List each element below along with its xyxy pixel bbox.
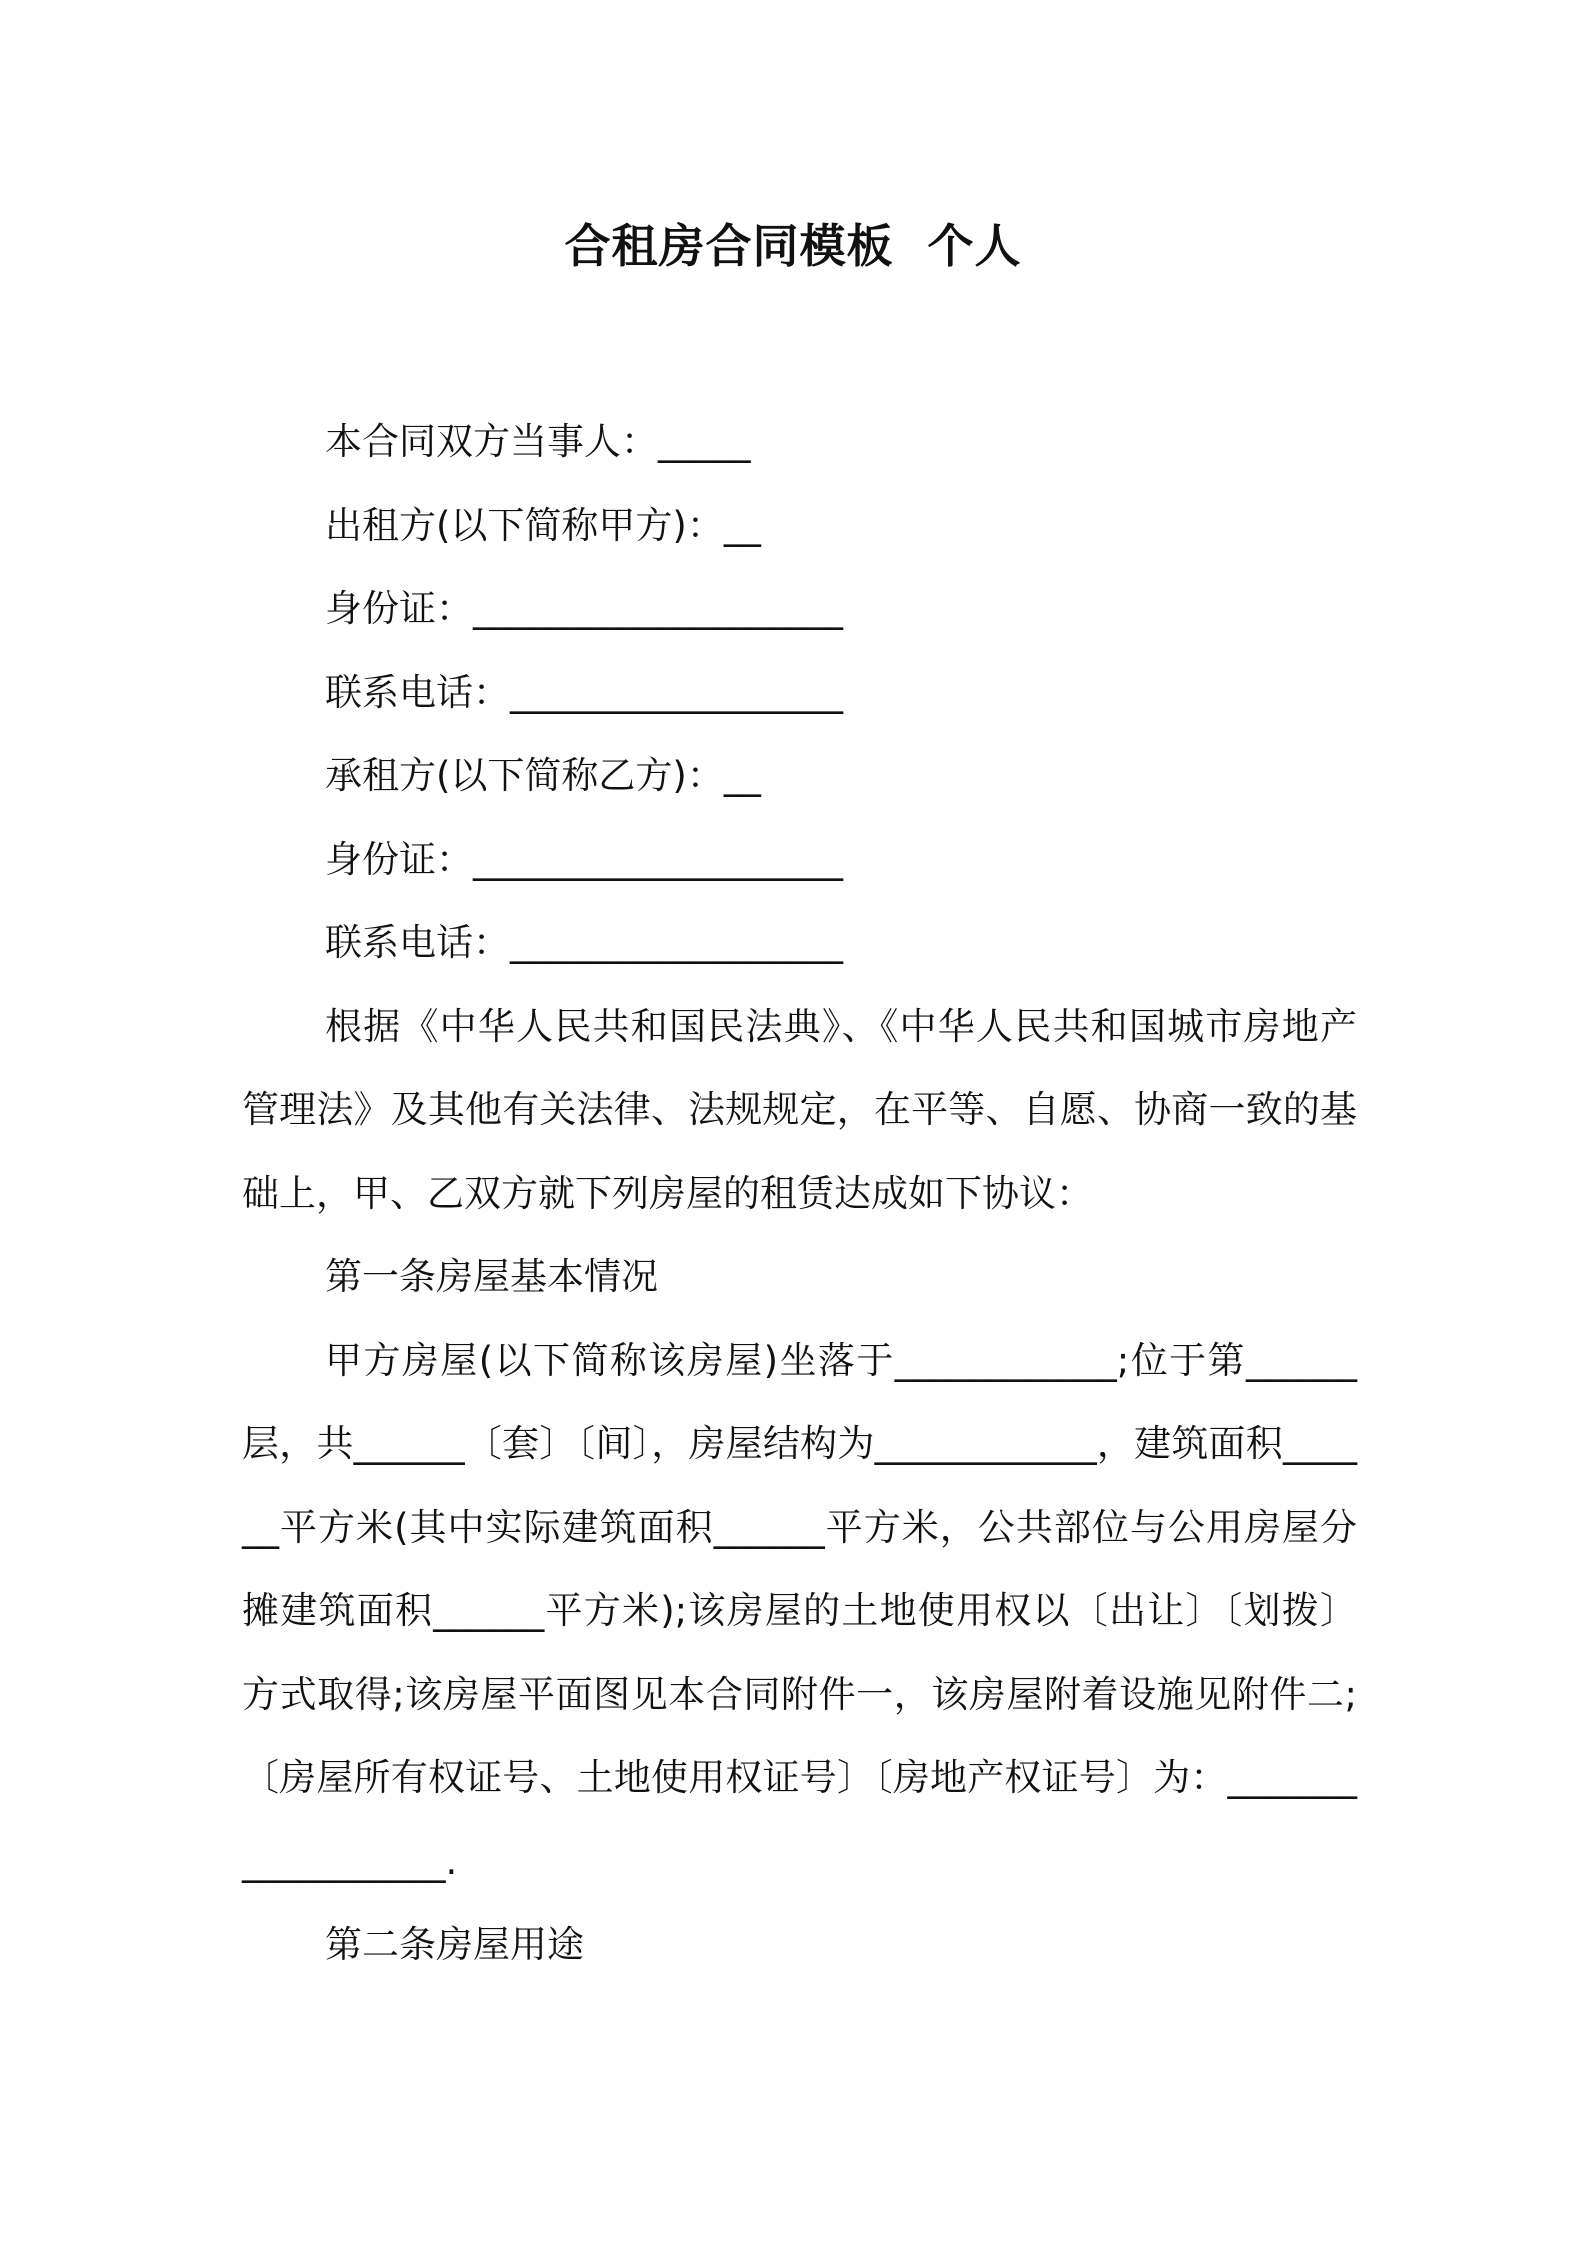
party-line-lessor-phone: 联系电话：__________________ bbox=[325, 670, 843, 714]
party-line-lessor-id: 身份证：____________________ bbox=[325, 587, 843, 630]
party-line-lessor: 出租方(以下简称甲方)：__ bbox=[325, 503, 761, 547]
document-body bbox=[242, 400, 1357, 1987]
party-line-lessee-phone: 联系电话：__________________ bbox=[325, 921, 843, 964]
party-line-lessee-id: 身份证：____________________ bbox=[325, 837, 843, 881]
document-title: 合租房合同模板 个人 bbox=[564, 219, 1022, 273]
article-2-heading: 第二条房屋用途 bbox=[325, 1923, 584, 1966]
party-line-lessee: 承租方(以下简称乙方)：__ bbox=[325, 754, 761, 797]
party-line-contract-parties: 本合同双方当事人：_____ bbox=[325, 420, 751, 463]
article-1-paragraph: 甲方房屋(以下简称该房屋)坐落于____________;位于第______层，共______〔套〕〔间〕，房屋结构为____________，建筑面积______平方米(其中实际建筑面积______平方米，公共部位与公用房屋分摊建筑面积______平方米);该房屋的土地使用权以〔出让〕〔划拨〕方式取得;该房屋平面图见本合同附件一，该房屋附着设施见附件二;〔房屋所有权证号、土地使用权证号〕〔房地产权证号〕为：__________________. bbox=[242, 1338, 1357, 1883]
intro-paragraph: 根据《中华人民共和国民法典》、《中华人民共和国城市房地产管理法》及其他有关法律、法规规定，在平等、自愿、协商一致的基础上，甲、乙双方就下列房屋的租赁达成如下协议： bbox=[242, 1004, 1357, 1215]
article-1-heading: 第一条房屋基本情况 bbox=[325, 1255, 658, 1298]
